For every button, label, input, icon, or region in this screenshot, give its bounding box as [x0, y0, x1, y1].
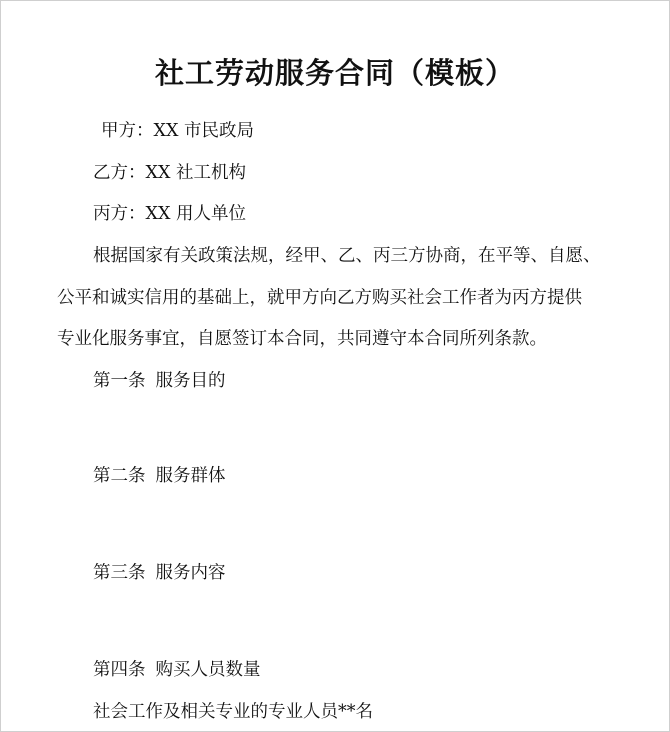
article-4-heading	[93, 657, 261, 683]
party-c-label: 丙方：	[93, 204, 146, 224]
article-2-title: 服务群体	[155, 466, 226, 486]
party-a-value: XX 市民政局	[153, 121, 254, 141]
article-4-number: 第四条	[93, 660, 146, 680]
party-a	[101, 118, 254, 144]
party-c	[93, 201, 246, 227]
party-c-value: XX 用人单位	[145, 204, 246, 224]
article-1-number: 第一条	[93, 371, 146, 391]
article-4-text: 社会工作及相关专业的专业人员**名	[93, 702, 373, 722]
article-3-number: 第三条	[93, 563, 146, 583]
article-4-title: 购买人员数量	[155, 660, 261, 680]
intro-line-2: 公平和诚实信用的基础上，就甲方向乙方购买社会工作者为丙方提供	[57, 288, 582, 308]
article-3-title: 服务内容	[155, 563, 226, 583]
article-2-number: 第二条	[93, 466, 146, 486]
article-1-title: 服务目的	[155, 371, 226, 391]
article-2-heading	[93, 463, 226, 489]
party-b	[93, 160, 246, 186]
party-a-label: 甲方：	[101, 121, 154, 141]
intro-line-1: 根据国家有关政策法规，经甲、乙、丙三方协商，在平等、自愿、	[93, 246, 601, 266]
document-title: 社工劳动服务合同（模板）	[154, 56, 515, 90]
party-b-label: 乙方：	[93, 163, 146, 183]
article-1-heading	[93, 368, 226, 394]
party-b-value: XX 社工机构	[145, 163, 246, 183]
intro-line-3: 专业化服务事宜，自愿签订本合同，共同遵守本合同所列条款。	[57, 329, 547, 349]
article-3-heading	[93, 560, 226, 586]
